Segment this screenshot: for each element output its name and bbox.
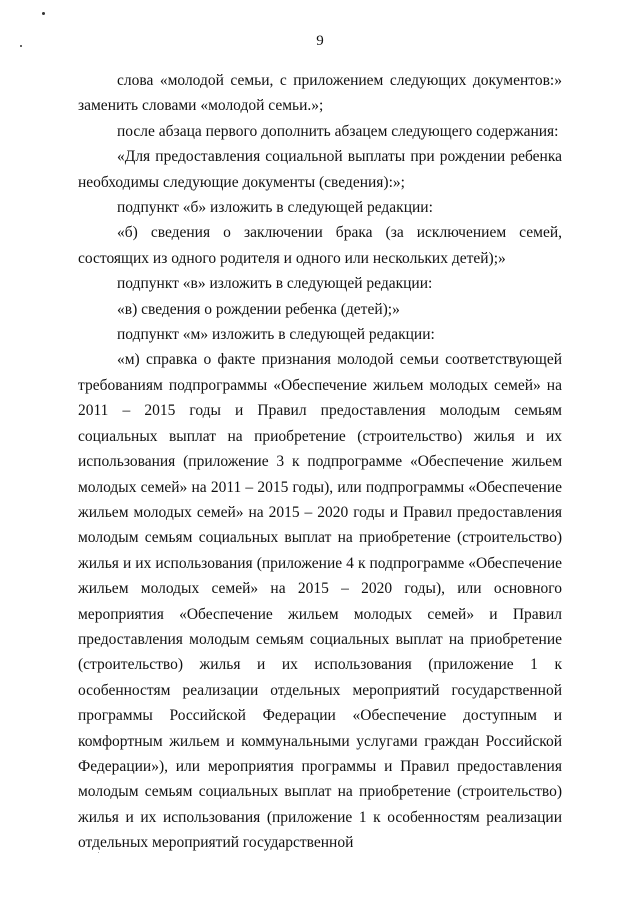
paragraph-subclause-b-heading: подпункт «б» изложить в следующей редакции: <box>117 199 433 217</box>
document-body <box>78 68 562 856</box>
paragraph-subclause-v-heading: подпункт «в» изложить в следующей редакции: <box>117 275 433 293</box>
paragraph-subclause-v-text: «в) сведения о рождении ребенка (детей);» <box>117 300 400 318</box>
paragraph-subclause-b-text: «б) сведения о заключении брака (за исключением семей, состоящих из одного родителя и одного или нескольких детей);» <box>78 224 562 267</box>
scan-speck <box>42 12 45 15</box>
paragraph-social-payment-documents: «Для предоставления социальной выплаты при рождении ребенка необходимы следующие документы (сведения):»; <box>78 148 562 191</box>
paragraph-add-after-first: после абзаца первого дополнить абзацем следующего содержания: <box>117 122 559 140</box>
paragraph-subclause-m-text: «м) справка о факте признания молодой семьи соответствующей требованиям подпрограммы «Обеспечение жильем молодых семей» на 2011 – 2015 годы и Правил предоставления молодым семьям социальных выплат на приобретение (строительство) жилья и их использования (приложение 3 к подпрограмме «Обеспечение жильем молодых семей» на 2011 – 2015 годы), или подпрограммы «Обеспечение жильем молодых семей» на 2015 – 2020 годы и Правил предоставления молодым семьям социальных выплат на приобретение (строительство) жилья и их использования (приложение 4 к подпрограмме «Обеспечение жильем молодых семей» на 2015 – 2020 годы), или основного мероприятия «Обеспечение жильем молодых семей» и Правил предоставления молодым семьям социальных выплат на приобретение (строительство) жилья и их использования (приложение 1 к особенностям реализации отдельных мероприятий государственной программы Российской Федерации «Обеспечение доступным и комфортным жильем и коммунальными услугами граждан Российской Федерации»), или мероприятия программы и Правил предоставления молодым семьям социальных выплат на приобретение (строительство) жилья и их использования (приложение 1 к особенностям реализации отдельных мероприятий государственной <box>78 351 562 852</box>
page-number: 9 <box>316 33 324 49</box>
paragraph-replace-words: слова «молодой семьи, с приложением следующих документов:» заменить словами «молодой семьи.»; <box>78 72 562 115</box>
paragraph-subclause-m-heading: подпункт «м» изложить в следующей редакции: <box>117 326 435 344</box>
